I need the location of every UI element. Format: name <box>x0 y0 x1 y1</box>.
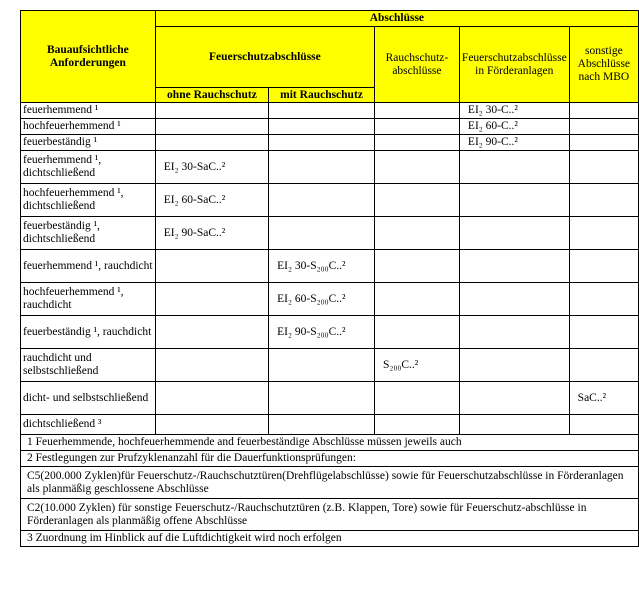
classification-cell <box>374 283 459 316</box>
table-row <box>21 135 639 151</box>
classification-cell <box>269 415 375 435</box>
header-conveyor-closures: Feuerschutzabschlüsse in Förderanlagen <box>459 27 569 103</box>
classification-cell <box>459 382 569 415</box>
classification-cell <box>374 250 459 283</box>
table-row <box>21 151 639 184</box>
classification-cell <box>155 349 268 382</box>
footnote-text: C2(10.000 Zyklen) für sonstige Feuerschutz-/Rauchschutztüren (z.B. Klappen, Tore) sowie für Feuerschutz-abschlüsse in Förderanlagen als planmäßig offene Abschlüsse <box>21 499 639 531</box>
footnote-row <box>21 435 639 451</box>
footnote-row <box>21 531 639 547</box>
classification-cell <box>569 135 638 151</box>
requirement-label: feuerhemmend ¹, rauchdicht <box>21 250 156 283</box>
classification-cell <box>459 316 569 349</box>
classification-cell <box>374 135 459 151</box>
classification-cell <box>269 184 375 217</box>
classification-cell: EI₂ 30-SaC..² <box>155 151 268 184</box>
classification-cell <box>269 119 375 135</box>
classification-cell <box>374 103 459 119</box>
requirement-label: hochfeuerhemmend ¹, rauchdicht <box>21 283 156 316</box>
header-requirements: Bauaufsichtliche Anforderungen <box>21 11 156 103</box>
requirement-label: feuerbeständig ¹, rauchdicht <box>21 316 156 349</box>
header-without-smoke: ohne Rauchschutz <box>155 88 268 103</box>
classification-cell <box>569 316 638 349</box>
classification-cell: EI₂ 30-C..² <box>459 103 569 119</box>
table-row <box>21 415 639 435</box>
classification-cell <box>459 250 569 283</box>
classification-cell <box>459 415 569 435</box>
requirement-label: hochfeuerhemmend ¹, dichtschließend <box>21 184 156 217</box>
classification-cell <box>374 217 459 250</box>
requirement-label: dichtschließend ³ <box>21 415 156 435</box>
table-row <box>21 250 639 283</box>
requirement-label: feuerhemmend ¹, dichtschließend <box>21 151 156 184</box>
classification-cell <box>569 415 638 435</box>
header-other-closures: sonstige Abschlüsse nach MBO <box>569 27 638 103</box>
header-group-closures: Abschlüsse <box>155 11 638 27</box>
classification-cell <box>374 316 459 349</box>
header-fire-closures: Feuerschutzabschlüsse <box>155 27 374 88</box>
classification-cell: SaC..² <box>569 382 638 415</box>
classification-cell <box>459 283 569 316</box>
classification-cell <box>569 250 638 283</box>
footnote-row <box>21 451 639 467</box>
table-row <box>21 382 639 415</box>
classification-cell <box>459 217 569 250</box>
classification-cell <box>569 283 638 316</box>
requirement-label: dicht- und selbstschließend <box>21 382 156 415</box>
classification-cell <box>269 217 375 250</box>
classification-cell: EI₂ 60-SaC..² <box>155 184 268 217</box>
classification-cell <box>155 135 268 151</box>
classification-cell <box>374 119 459 135</box>
classification-cell: EI₂ 60-S₂₀₀C..² <box>269 283 375 316</box>
classification-cell <box>155 250 268 283</box>
footnote-text: 3 Zuordnung im Hinblick auf die Luftdichtigkeit wird noch erfolgen <box>21 531 639 547</box>
classification-cell <box>269 135 375 151</box>
requirement-label: hochfeuerhemmend ¹ <box>21 119 156 135</box>
classification-cell <box>569 151 638 184</box>
classification-cell <box>569 217 638 250</box>
table-row <box>21 119 639 135</box>
classification-cell: S₂₀₀C..² <box>374 349 459 382</box>
classification-cell <box>155 382 268 415</box>
table-row <box>21 217 639 250</box>
table-row <box>21 283 639 316</box>
classification-cell <box>155 316 268 349</box>
requirements-table-container <box>20 10 639 547</box>
header-smoke-closures: Rauchschutz-abschlüsse <box>374 27 459 103</box>
classification-cell: EI₂ 90-C..² <box>459 135 569 151</box>
requirements-table <box>20 10 639 547</box>
classification-cell <box>155 283 268 316</box>
requirement-label: rauchdicht und selbstschließend <box>21 349 156 382</box>
classification-cell <box>269 103 375 119</box>
classification-cell <box>569 349 638 382</box>
requirement-label: feuerbeständig ¹ <box>21 135 156 151</box>
classification-cell: EI₂ 60-C..² <box>459 119 569 135</box>
classification-cell <box>155 103 268 119</box>
classification-cell: EI₂ 30-S₂₀₀C..² <box>269 250 375 283</box>
classification-cell <box>374 415 459 435</box>
footnote-row <box>21 467 639 499</box>
classification-cell <box>269 349 375 382</box>
classification-cell: EI₂ 90-SaC..² <box>155 217 268 250</box>
classification-cell <box>269 382 375 415</box>
classification-cell <box>374 151 459 184</box>
footnote-row <box>21 499 639 531</box>
classification-cell <box>569 119 638 135</box>
classification-cell <box>374 184 459 217</box>
footnote-text: 1 Feuerhemmende, hochfeuerhemmende and feuerbeständige Abschlüsse müssen jeweils auch <box>21 435 639 451</box>
classification-cell <box>569 184 638 217</box>
footnote-text: 2 Festlegungen zur Prufzyklenanzahl für die Dauerfunktionsprüfungen: <box>21 451 639 467</box>
table-row <box>21 349 639 382</box>
classification-cell <box>459 151 569 184</box>
table-row <box>21 103 639 119</box>
classification-cell <box>269 151 375 184</box>
table-row <box>21 184 639 217</box>
header-with-smoke: mit Rauchschutz <box>269 88 375 103</box>
requirement-label: feuerhemmend ¹ <box>21 103 156 119</box>
classification-cell <box>569 103 638 119</box>
footnote-text: C5(200.000 Zyklen)für Feuerschutz-/Rauchschutztüren(Drehflügelabschlüsse) sowie für Feuerschutzabschlüsse in Förderanlagen als planmäßig geschlossene Abschlüsse <box>21 467 639 499</box>
classification-cell: EI₂ 90-S₂₀₀C..² <box>269 316 375 349</box>
requirement-label: feuerbeständig ¹, dichtschließend <box>21 217 156 250</box>
table-row <box>21 316 639 349</box>
classification-cell <box>155 415 268 435</box>
classification-cell <box>374 382 459 415</box>
classification-cell <box>459 349 569 382</box>
classification-cell <box>155 119 268 135</box>
classification-cell <box>459 184 569 217</box>
